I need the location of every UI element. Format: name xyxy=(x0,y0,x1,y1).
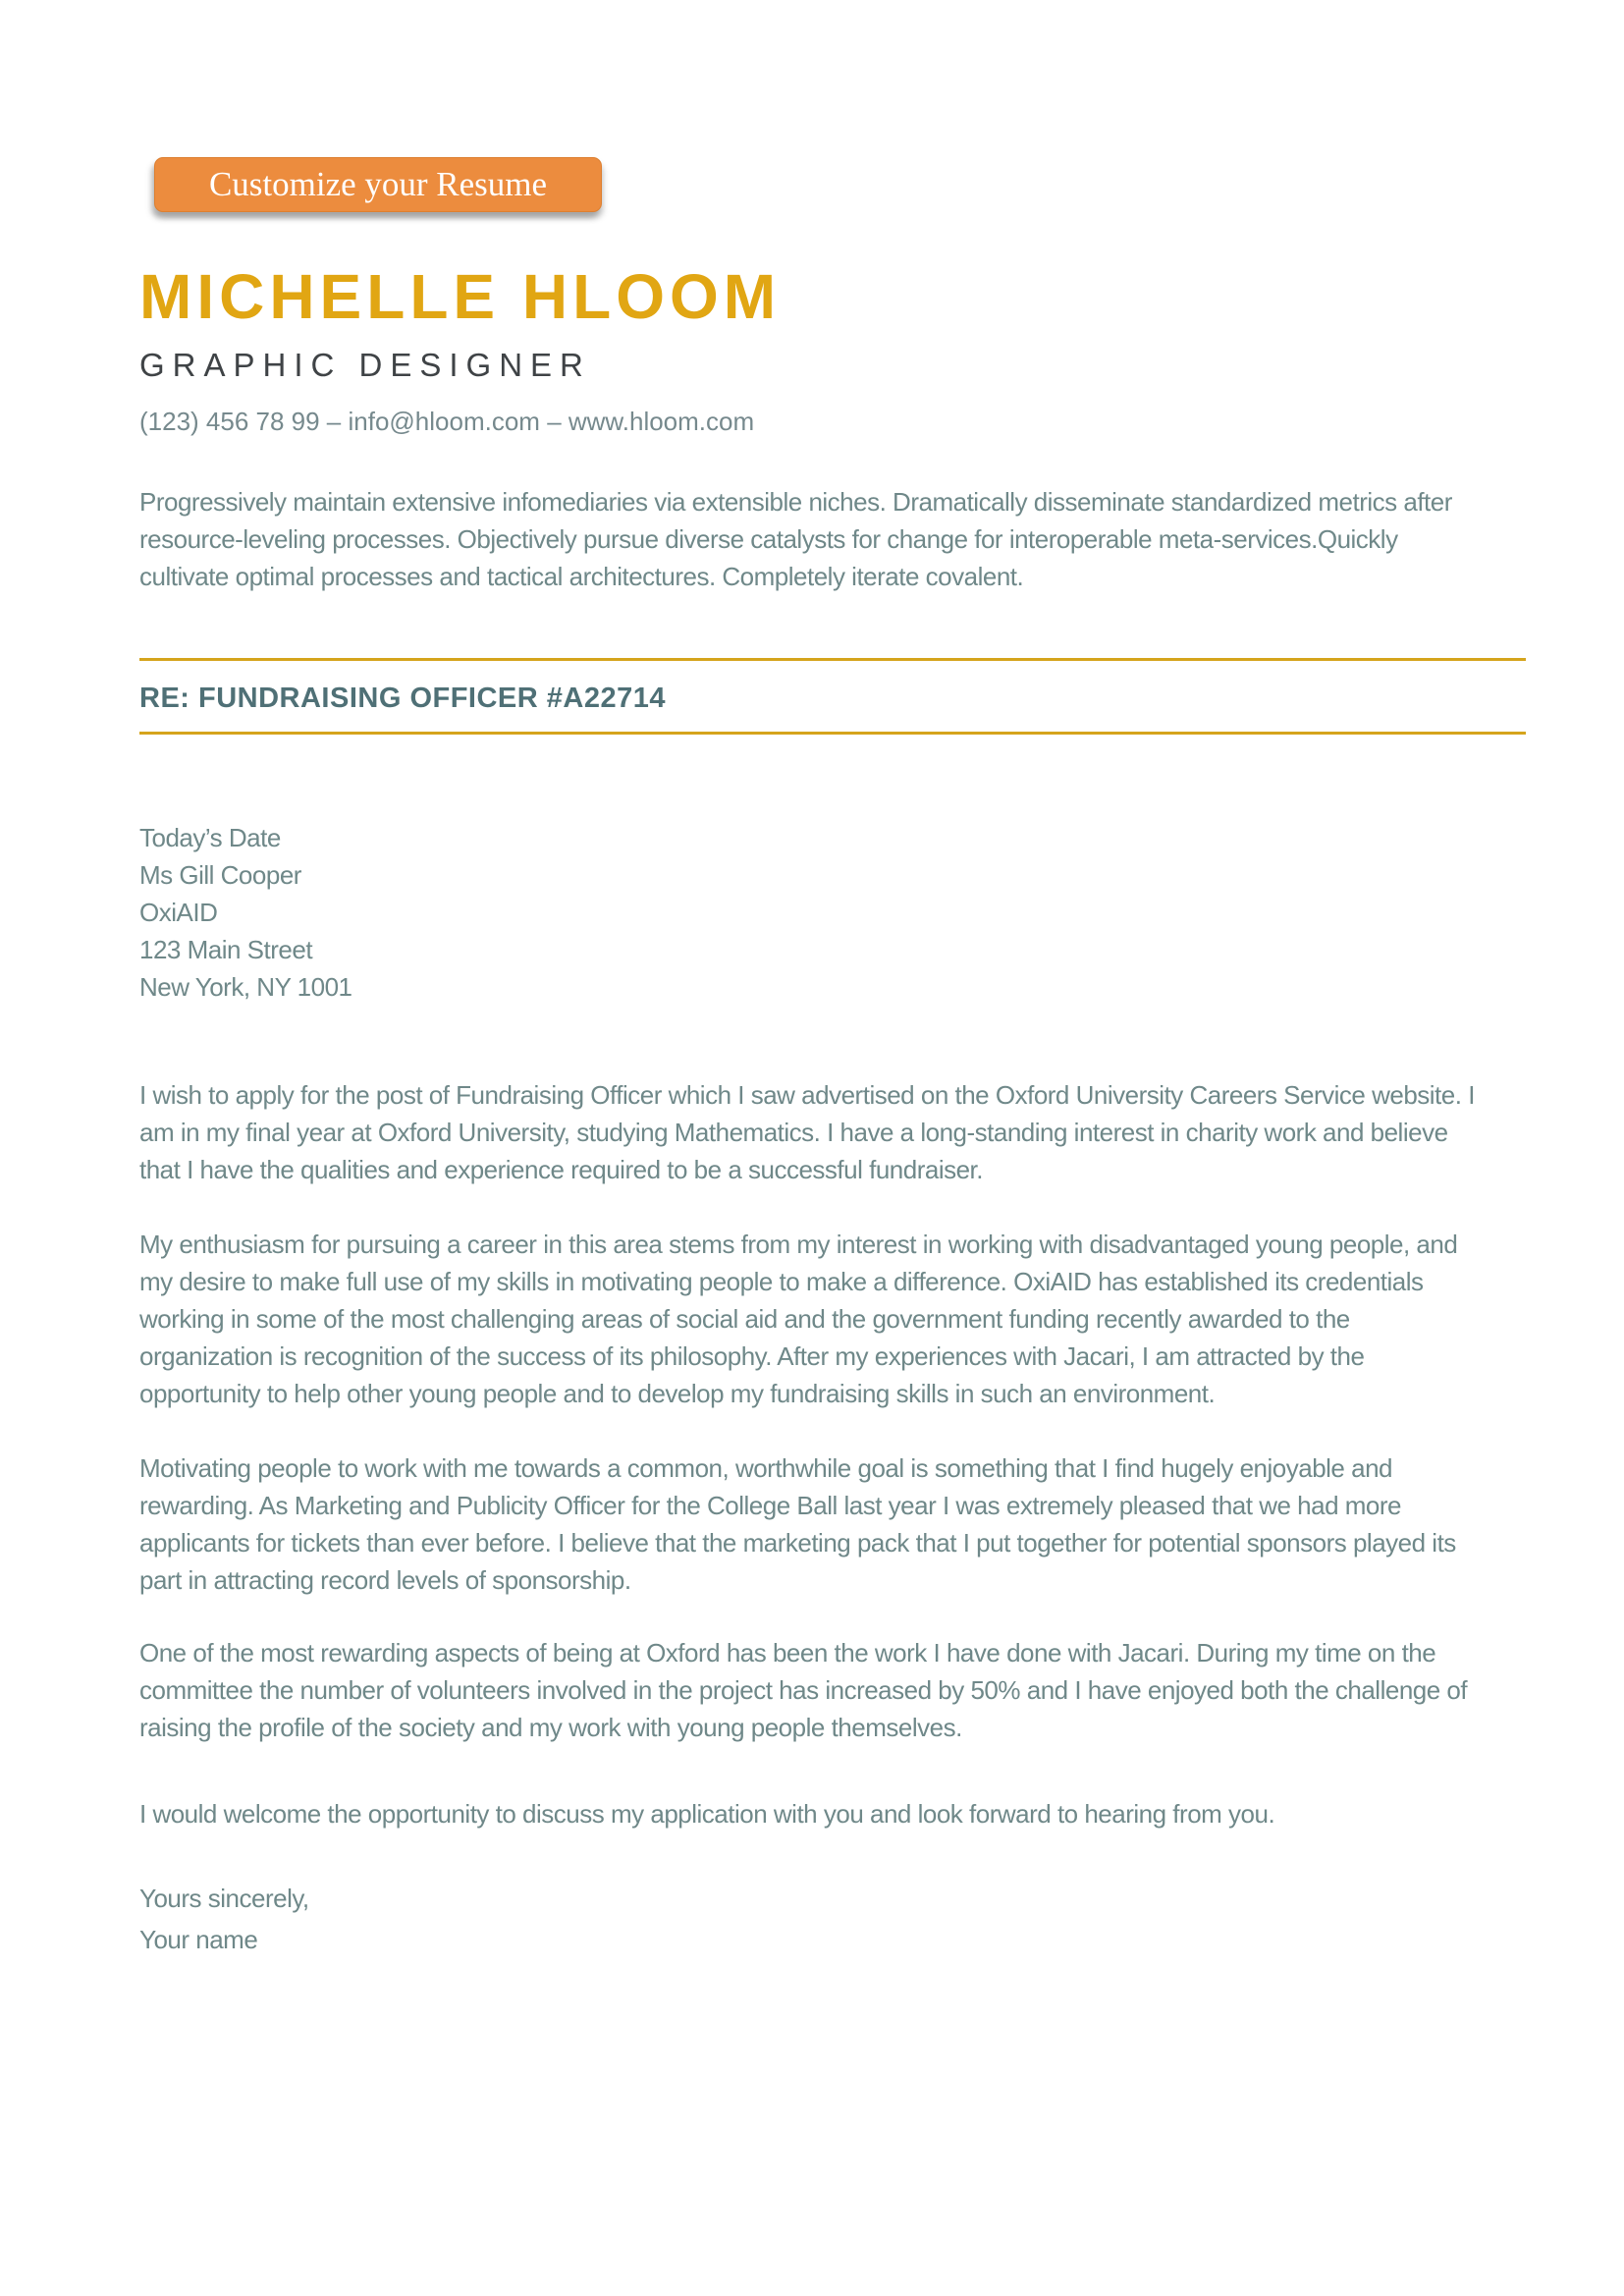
recipient-address-block xyxy=(139,819,1487,1006)
customize-resume-button[interactable]: Customize your Resume xyxy=(154,157,602,212)
candidate-name: MICHELLE HLOOM xyxy=(139,261,782,332)
body-paragraph-3: Motivating people to work with me towards a common, worthwhile goal is something that I find hugely enjoyable and rewarding. As Marketing and Publicity Officer for the College Ball last year I was extremely pleased that we had more applicants for tickets than ever before. I believe that the marketing pack that I put together for potential sponsors played its part in attracting record levels of sponsorship. xyxy=(139,1453,1456,1595)
closing-line: Yours sincerely, xyxy=(139,1884,309,1913)
body-paragraph-4: One of the most rewarding aspects of being at Oxford has been the work I have done with Jacari. During my time on the committee the number of volunteers involved in the project has increased by 50% and I have enjoyed both the challenge of raising the profile of the society and my work with young people themselves. xyxy=(139,1638,1468,1742)
body-paragraph-2: My enthusiasm for pursuing a career in this area stems from my interest in working with disadvantaged young people, and my desire to make full use of my skills in motivating people to make a difference. OxiAID has established its credentials working in some of the most challenging areas of social aid and the government funding recently awarded to the organization is recognition of the success of its philosophy. After my experiences with Jacari, I am attracted by the opportunity to help other young people and to develop my fundraising skills in such an environment. xyxy=(139,1230,1458,1408)
signature-name: Your name xyxy=(139,1925,258,1954)
body-paragraph-1: I wish to apply for the post of Fundraising Officer which I saw advertised on the Oxford University Careers Service website. I am in my final year at Oxford University, studying Mathematics. I have a long-standing interest in charity work and believe that I have the qualities and experience required to be a successful fundraiser. xyxy=(139,1080,1475,1184)
divider-top xyxy=(139,658,1526,661)
recipient-line-org: OxiAID xyxy=(139,898,218,927)
candidate-title: GRAPHIC DESIGNER xyxy=(139,347,591,383)
contact-line: (123) 456 78 99 – info@hloom.com – www.hloom.com xyxy=(139,407,755,436)
body-paragraph-5: I would welcome the opportunity to discuss my application with you and look forward to hearing from you. xyxy=(139,1799,1275,1829)
summary-paragraph: Progressively maintain extensive infomediaries via extensible niches. Dramatically disseminate standardized metrics after resource-leveling processes. Objectively pursue diverse catalysts for change for interoperable meta-services.Quickly cultivate optimal processes and tactical architectures. Completely iterate covalent. xyxy=(139,487,1452,591)
closing-block xyxy=(139,1878,1487,1960)
recipient-line-street: 123 Main Street xyxy=(139,935,313,964)
subject-line: RE: FUNDRAISING OFFICER #A22714 xyxy=(139,683,666,714)
recipient-line-name: Ms Gill Cooper xyxy=(139,860,301,890)
recipient-line-date: Today’s Date xyxy=(139,823,281,852)
divider-bottom xyxy=(139,732,1526,735)
recipient-line-city: New York, NY 1001 xyxy=(139,972,352,1002)
